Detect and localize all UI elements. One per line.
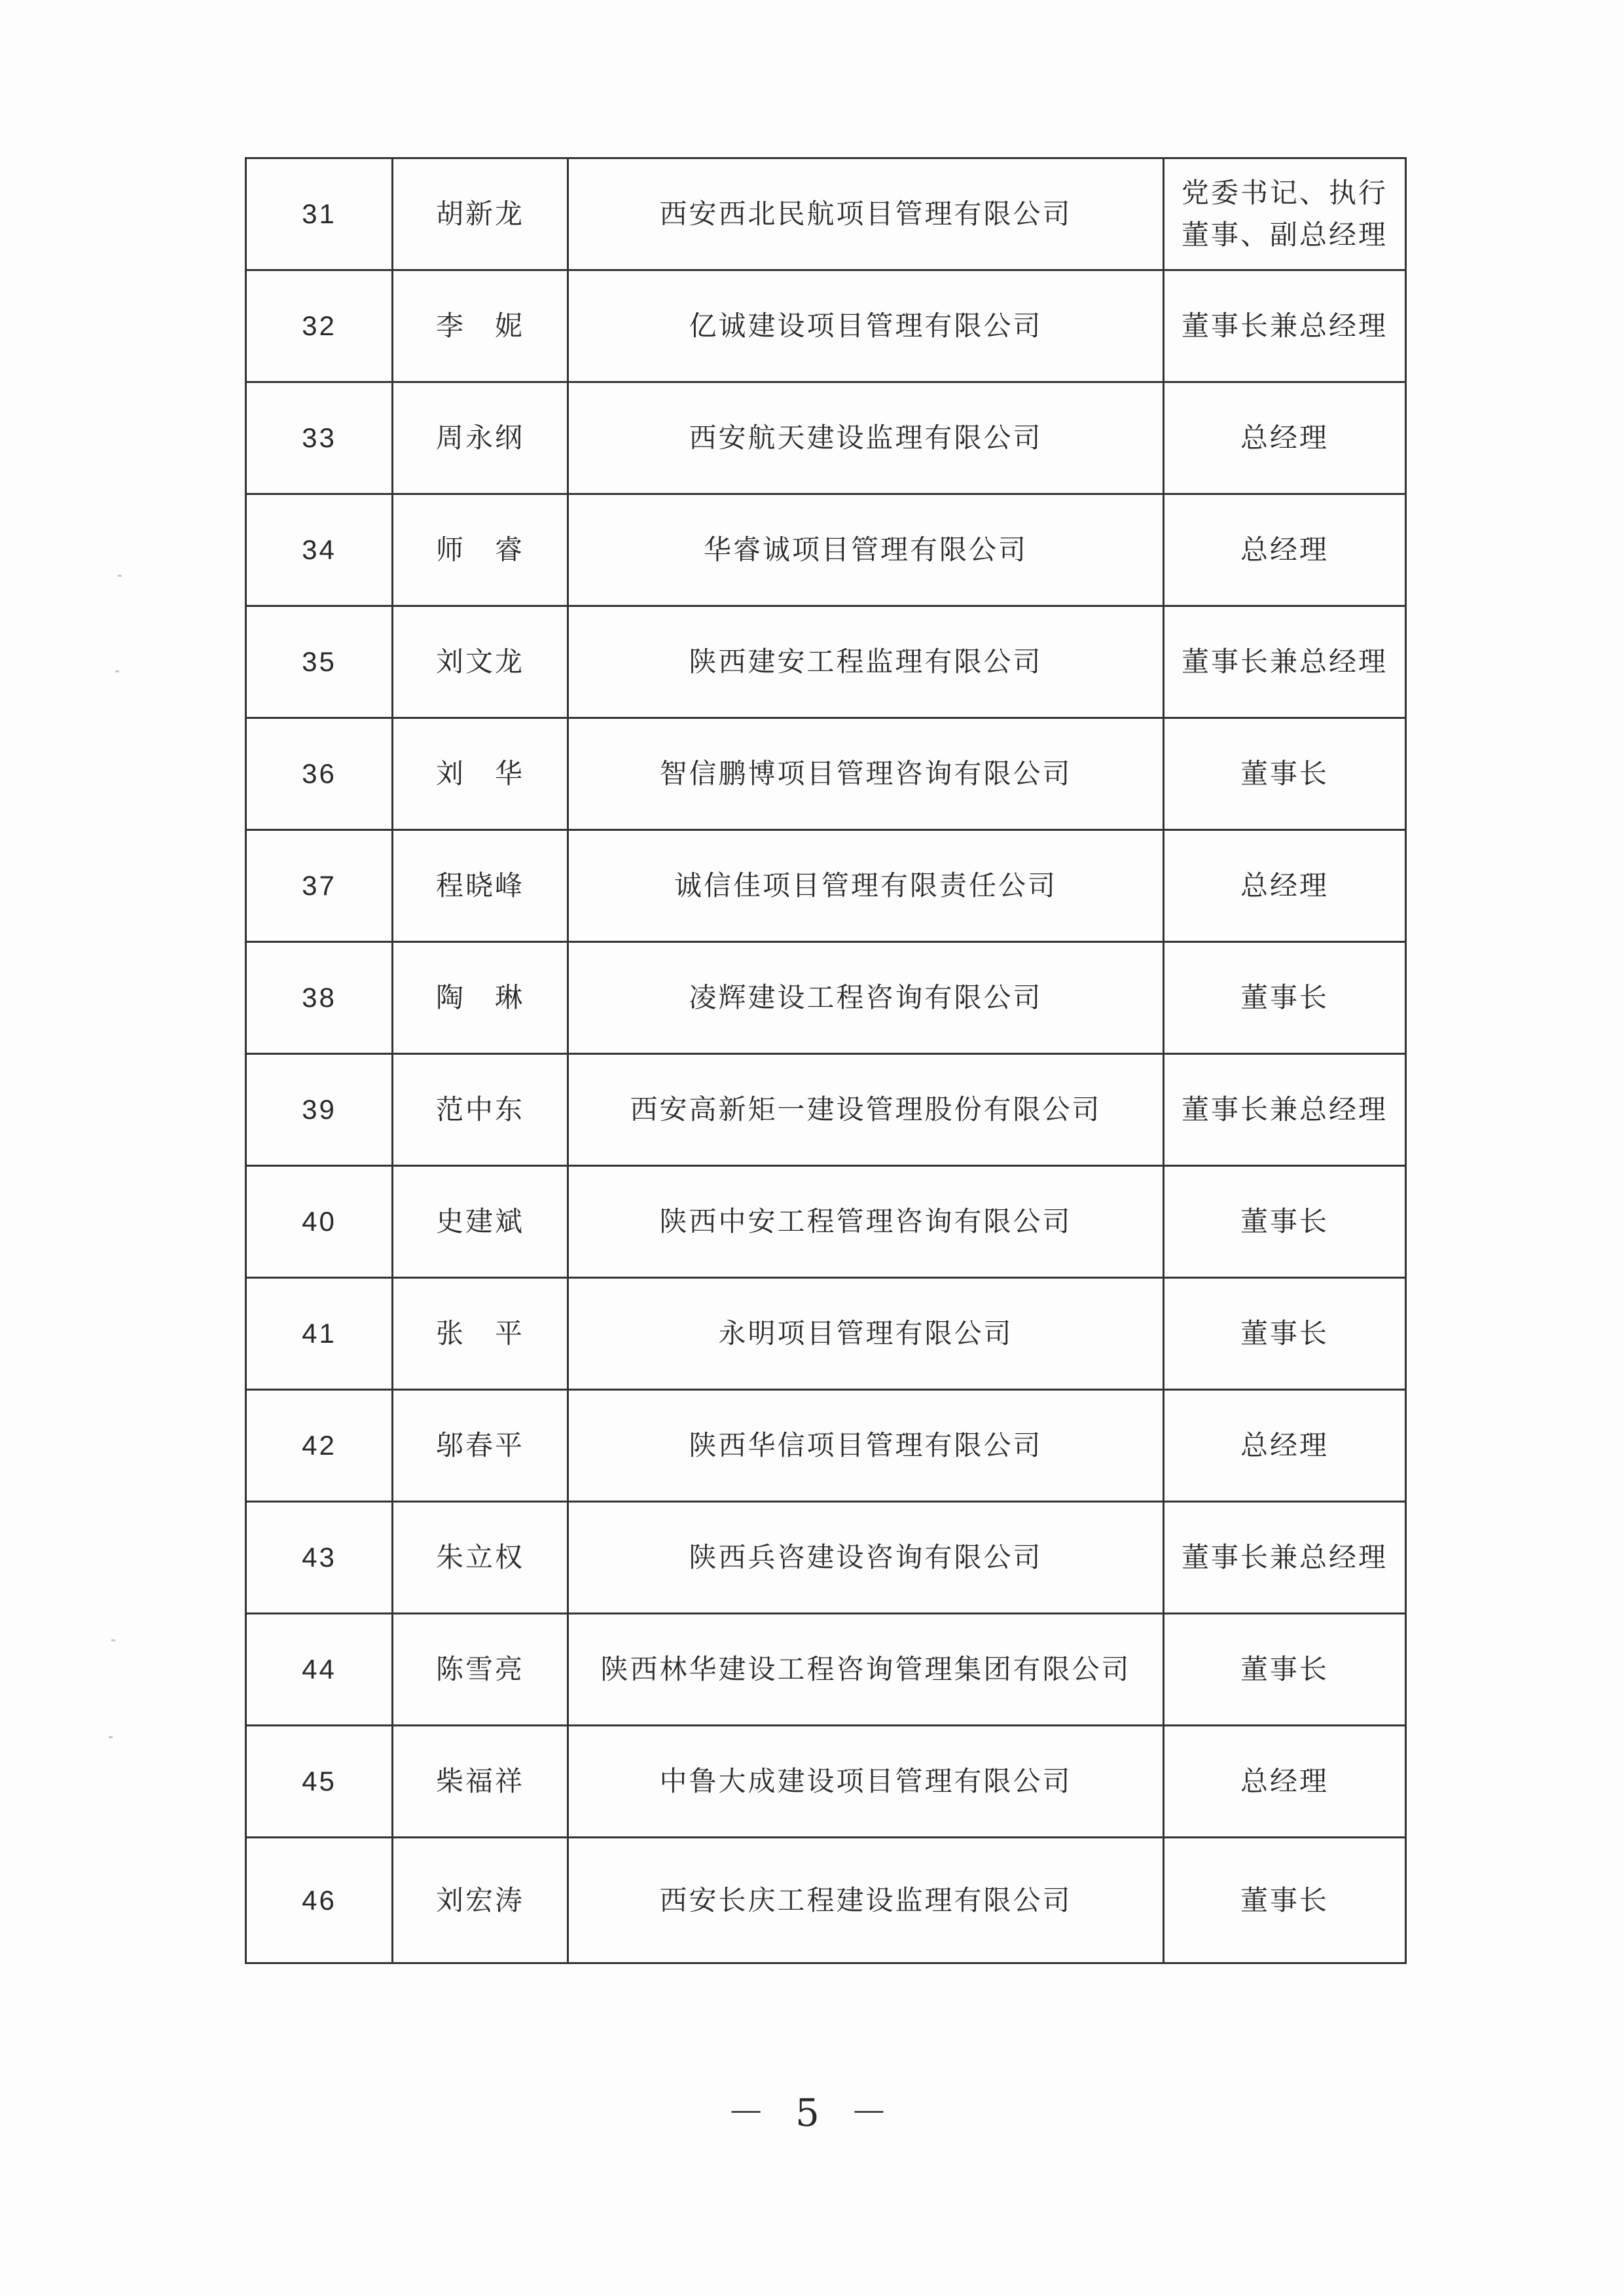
row-number: 36 <box>246 718 393 830</box>
scan-speck <box>109 1736 113 1738</box>
company-name: 诚信佳项目管理有限责任公司 <box>568 830 1164 942</box>
position-title: 总经理 <box>1164 830 1406 942</box>
position-title: 总经理 <box>1164 494 1406 606</box>
company-name: 陕西中安工程管理咨询有限公司 <box>568 1166 1164 1278</box>
roster-table <box>245 157 1407 1964</box>
position-title: 董事长兼总经理 <box>1164 1054 1406 1166</box>
position-title: 董事长 <box>1164 1614 1406 1726</box>
company-name: 凌辉建设工程咨询有限公司 <box>568 942 1164 1054</box>
table-row <box>246 1838 1406 1963</box>
position-title: 董事长 <box>1164 942 1406 1054</box>
person-name: 邬春平 <box>393 1390 568 1502</box>
row-number: 43 <box>246 1502 393 1614</box>
position-title: 董事长兼总经理 <box>1164 606 1406 718</box>
person-name: 柴福祥 <box>393 1726 568 1838</box>
row-number: 38 <box>246 942 393 1054</box>
table-row <box>246 942 1406 1054</box>
row-number: 41 <box>246 1278 393 1390</box>
table-row <box>246 830 1406 942</box>
company-name: 永明项目管理有限公司 <box>568 1278 1164 1390</box>
table-row <box>246 270 1406 382</box>
person-name: 陶 琳 <box>393 942 568 1054</box>
table-row <box>246 606 1406 718</box>
position-title: 总经理 <box>1164 1390 1406 1502</box>
company-name: 西安航天建设监理有限公司 <box>568 382 1164 494</box>
row-number: 45 <box>246 1726 393 1838</box>
table-row <box>246 1166 1406 1278</box>
table-row <box>246 158 1406 270</box>
person-name: 陈雪亮 <box>393 1614 568 1726</box>
position-title: 党委书记、执行董事、副总经理 <box>1164 158 1406 270</box>
table-row <box>246 1390 1406 1502</box>
person-name: 周永纲 <box>393 382 568 494</box>
table-row <box>246 1726 1406 1838</box>
table-row <box>246 1054 1406 1166</box>
company-name: 亿诚建设项目管理有限公司 <box>568 270 1164 382</box>
company-name: 陕西林华建设工程咨询管理集团有限公司 <box>568 1614 1164 1726</box>
person-name: 李 妮 <box>393 270 568 382</box>
row-number: 35 <box>246 606 393 718</box>
table-row <box>246 1278 1406 1390</box>
table-row <box>246 1502 1406 1614</box>
scan-speck <box>115 670 119 672</box>
person-name: 史建斌 <box>393 1166 568 1278</box>
scan-speck <box>118 575 122 577</box>
person-name: 刘文龙 <box>393 606 568 718</box>
table-row <box>246 382 1406 494</box>
row-number: 39 <box>246 1054 393 1166</box>
company-name: 西安西北民航项目管理有限公司 <box>568 158 1164 270</box>
person-name: 朱立权 <box>393 1502 568 1614</box>
position-title: 董事长 <box>1164 1278 1406 1390</box>
person-name: 范中东 <box>393 1054 568 1166</box>
person-name: 张 平 <box>393 1278 568 1390</box>
company-name: 陕西华信项目管理有限公司 <box>568 1390 1164 1502</box>
position-title: 董事长 <box>1164 1166 1406 1278</box>
company-name: 陕西兵咨建设咨询有限公司 <box>568 1502 1164 1614</box>
company-name: 华睿诚项目管理有限公司 <box>568 494 1164 606</box>
person-name: 师 睿 <box>393 494 568 606</box>
row-number: 37 <box>246 830 393 942</box>
table-row <box>246 1614 1406 1726</box>
position-title: 总经理 <box>1164 1726 1406 1838</box>
position-title: 董事长 <box>1164 718 1406 830</box>
position-title: 董事长 <box>1164 1838 1406 1963</box>
row-number: 44 <box>246 1614 393 1726</box>
person-name: 刘 华 <box>393 718 568 830</box>
row-number: 46 <box>246 1838 393 1963</box>
company-name: 智信鹏博项目管理咨询有限公司 <box>568 718 1164 830</box>
row-number: 42 <box>246 1390 393 1502</box>
person-name: 刘宏涛 <box>393 1838 568 1963</box>
row-number: 32 <box>246 270 393 382</box>
person-name: 程晓峰 <box>393 830 568 942</box>
company-name: 中鲁大成建设项目管理有限公司 <box>568 1726 1164 1838</box>
row-number: 34 <box>246 494 393 606</box>
position-title: 董事长兼总经理 <box>1164 270 1406 382</box>
row-number: 31 <box>246 158 393 270</box>
row-number: 40 <box>246 1166 393 1278</box>
company-name: 西安高新矩一建设管理股份有限公司 <box>568 1054 1164 1166</box>
scan-speck <box>111 1639 115 1641</box>
company-name: 陕西建安工程监理有限公司 <box>568 606 1164 718</box>
position-title: 董事长兼总经理 <box>1164 1502 1406 1614</box>
position-title: 总经理 <box>1164 382 1406 494</box>
page-number: － 5 － <box>727 2090 897 2135</box>
row-number: 33 <box>246 382 393 494</box>
table-row <box>246 718 1406 830</box>
company-name: 西安长庆工程建设监理有限公司 <box>568 1838 1164 1963</box>
person-name: 胡新龙 <box>393 158 568 270</box>
table-row <box>246 494 1406 606</box>
